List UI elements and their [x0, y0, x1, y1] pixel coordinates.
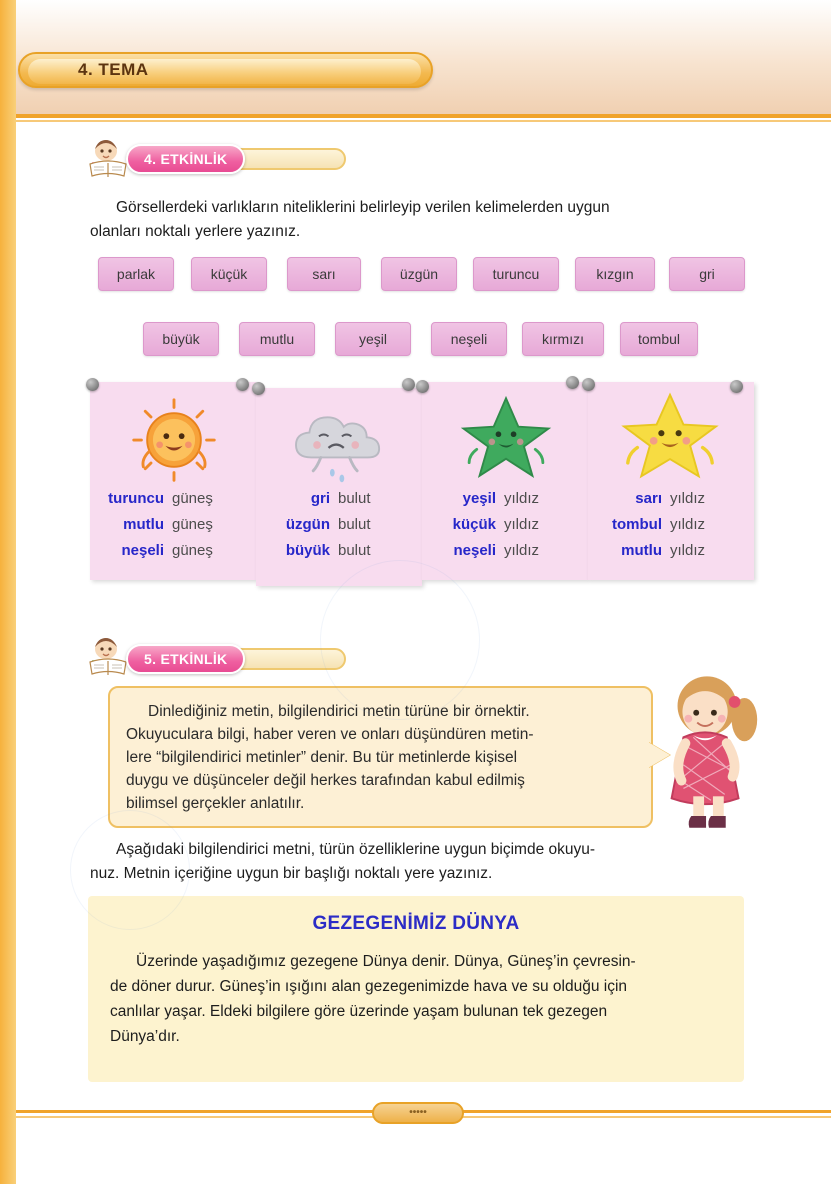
word-chip-gri[interactable]: gri [669, 257, 745, 291]
girl-illustration [650, 672, 768, 845]
green-star-illustration [454, 392, 558, 489]
answer-row: gri bulut [256, 490, 422, 516]
word-chip-neseli[interactable]: neşeli [431, 322, 507, 356]
answer-blank[interactable]: büyük [285, 542, 330, 559]
reading-body: Üzerinde yaşadığımız gezegene Dünya denir. Dünya, Güneş’in çevresin- de döner durur. Güneş’in ışığını alan gezegenimizde hava ve su olduğu için canlılar yaşar. Eldeki bilgilere göre üzerinde yaşam bulunan tek gezegen Dünya’dır. [110, 953, 636, 1045]
word-chip-uzgun[interactable]: üzgün [381, 257, 457, 291]
word-chip-turuncu[interactable]: turuncu [473, 257, 559, 291]
answer-blank[interactable]: küçük [452, 516, 496, 533]
activity5-instruction [90, 838, 756, 886]
answer-card-cloud [256, 388, 422, 586]
footer-page-label: ••••• [409, 1107, 427, 1118]
word-chip-sari[interactable]: sarı [287, 257, 361, 291]
activity4-instruction [90, 196, 750, 244]
activity4-badge [126, 144, 245, 174]
answer-row: sarı yıldız [588, 490, 754, 516]
activity4-badge-label: 4. ETKİNLİK [144, 151, 228, 167]
answer-blank[interactable]: yeşil [462, 490, 496, 507]
answer-card-green-star [422, 382, 588, 580]
activity5-badge-label: 5. ETKİNLİK [144, 651, 228, 667]
word-chip-buyuk[interactable]: büyük [143, 322, 219, 356]
activity5-instruction-line2: nuz. Metnin içeriğine uygun bir başlığı noktalı yere yazınız. [90, 865, 493, 882]
answer-row: küçük yıldız [422, 516, 588, 542]
answer-list-sun [90, 490, 256, 568]
word-chip-parlak[interactable]: parlak [98, 257, 174, 291]
answer-list-green-star [422, 490, 588, 568]
word-chip-mutlu[interactable]: mutlu [239, 322, 315, 356]
answer-row: üzgün bulut [256, 516, 422, 542]
header-rule-secondary [16, 120, 831, 122]
pin-icon [236, 378, 249, 391]
answer-card-yellow-star [588, 382, 754, 580]
yellow-star-illustration [614, 390, 726, 489]
watermark-ring [320, 560, 480, 720]
answer-blank[interactable]: üzgün [285, 516, 330, 533]
pin-icon [730, 380, 743, 393]
word-chip-kucuk[interactable]: küçük [191, 257, 267, 291]
answer-row: mutlu güneş [90, 516, 256, 542]
sun-illustration [128, 394, 220, 491]
answer-row: tombul yıldız [588, 516, 754, 542]
pin-icon [402, 378, 415, 391]
activity5-instruction-line1: Aşağıdaki bilgilendirici metni, türün özelliklerine uygun biçimde okuyu- [116, 841, 596, 858]
activity5-badge [126, 644, 245, 674]
answer-list-cloud [256, 490, 422, 568]
answer-blank[interactable]: tombul [612, 516, 662, 533]
answer-row: mutlu yıldız [588, 542, 754, 568]
word-chip-tombul[interactable]: tombul [620, 322, 698, 356]
answer-row: turuncu güneş [90, 490, 256, 516]
answer-blank[interactable]: turuncu [108, 490, 164, 507]
answer-blank[interactable]: sarı [635, 490, 662, 507]
answer-blank[interactable]: gri [310, 490, 330, 507]
info-bubble-text: Dinlediğiniz metin, bilgilendirici metin türüne bir örnektir. Okuyuculara bilgi, haber veren ve onları düşündüren metin- lere “bilgilendirici metinler” denir. Bu tür metinlerde kişisel duygu ve düşünceler değil herkes tarafından kabul edilmiş bilimsel gerçekler anlatılır. [126, 703, 534, 812]
pin-icon [566, 376, 579, 389]
word-chip-kizgin[interactable]: kızgın [575, 257, 655, 291]
header-rule [16, 114, 831, 118]
left-edge-bar [0, 0, 16, 1184]
answer-blank[interactable]: neşeli [453, 542, 496, 559]
answer-blank[interactable]: neşeli [121, 542, 164, 559]
pin-icon [252, 382, 265, 395]
reading-text-box [88, 896, 744, 1082]
answer-row: neşeli güneş [90, 542, 256, 568]
answer-row: neşeli yıldız [422, 542, 588, 568]
footer-page-pill [372, 1102, 464, 1124]
answer-list-yellow-star [588, 490, 754, 568]
answer-row: yeşil yıldız [422, 490, 588, 516]
answer-blank[interactable]: mutlu [621, 542, 662, 559]
pin-icon [86, 378, 99, 391]
watermark-ring [70, 810, 190, 930]
reading-title: GEZEGENİMİZ DÜNYA [312, 913, 520, 934]
word-chip-kirmizi[interactable]: kırmızı [522, 322, 604, 356]
answer-card-sun [90, 382, 256, 580]
activity4-instruction-line2: olanları noktalı yerlere yazınız. [90, 223, 301, 240]
word-chip-yesil[interactable]: yeşil [335, 322, 411, 356]
answer-row: büyük bulut [256, 542, 422, 568]
pin-icon [416, 380, 429, 393]
activity4-instruction-line1: Görsellerdeki varlıkların niteliklerini belirleyip verilen kelimelerden uygun [116, 199, 610, 216]
cloud-illustration [286, 402, 392, 493]
answer-blank[interactable]: mutlu [123, 516, 164, 533]
pin-icon [582, 378, 595, 391]
theme-label: 4. TEMA [78, 60, 149, 79]
